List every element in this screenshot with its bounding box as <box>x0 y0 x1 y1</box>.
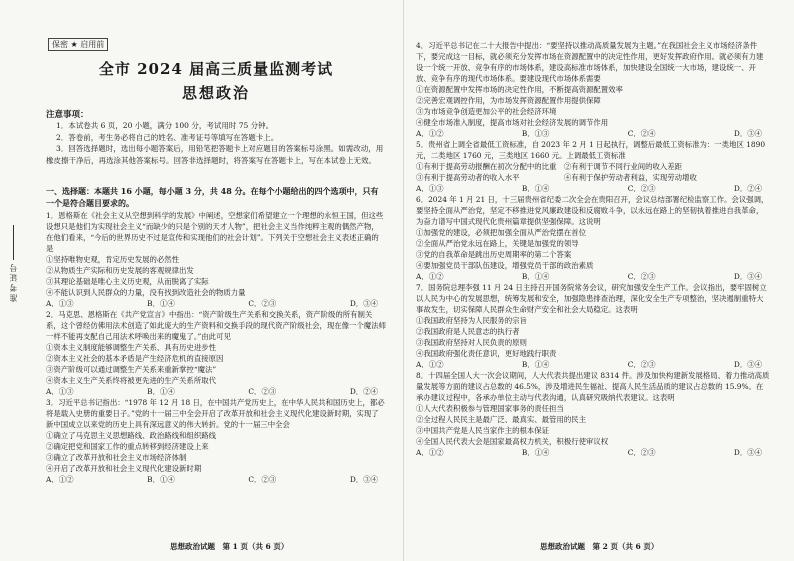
question-item: ②全过程人民民主是最广泛、最真实、最管用的民主 <box>416 415 586 424</box>
question-4 <box>416 40 770 139</box>
question-item: ②确定把党和国家工作的重点转移到经济建设上来 <box>46 442 209 451</box>
option-b: B．①④ <box>147 475 175 484</box>
question-item: ③党的自我革命是跳出历史周期率的第二个答案 <box>416 250 572 259</box>
question-stem: 6．2024 年 1 月 21 日，十三届贵州省纪委二次全会在贵阳召开，会议总结部署纪检监察工作。会议强调，要坚持全面从严治党，坚定不移推进党风廉政建设和反腐败斗争，以永远在路上的坚韧执着推进自我革命，为奋力谱写中国式现代化贵州篇章提供坚强保障。这说明 <box>416 195 769 226</box>
option-a: A．①② <box>416 129 444 138</box>
option-b: B．①④ <box>521 272 550 281</box>
option-b: B．①④ <box>147 299 175 308</box>
footer-page-1: 思想政治试题 第 1 页（共 6 页） <box>170 542 289 551</box>
section-heading: 一、选择题：本题共 16 小题，每小题 3 分，共 48 分。在每个小题给出的四个选项中，只有一个是符合题目要求的。 <box>46 186 379 208</box>
option-b: B．①④ <box>521 184 550 193</box>
question-item: ②全面从严治党永远在路上，关键是加强党的领导 <box>416 239 579 248</box>
question-stem: 1．恩格斯在《社会主义从空想到科学的发展》中阐述，空想家们希望建立一个理想的永恒王国，但这些设想只是他们为实现社会主义“而缺少的只是个别的天才人物”，把社会主义当作纯粹主观的偶然产物，在他们看来，“今后的世界历史不过是宣传和实现他们的社会计划”。下列关于空想社会主义表述正确的是 <box>46 211 384 253</box>
answer-options <box>46 386 386 397</box>
question-1 <box>46 210 386 309</box>
question-7 <box>416 282 770 370</box>
answer-options <box>416 128 770 139</box>
option-b: B．①④ <box>147 387 175 396</box>
question-item: ①有利于提高劳动报酬在初次分配中的比重 ②有利于调节不同行业间的收入差距 <box>416 162 683 171</box>
notice-list <box>46 120 386 166</box>
question-item: ④开启了改革开放和社会主义现代化建设新时期 <box>46 464 202 473</box>
question-item: ③中国共产党是人民当家作主的根本保证 <box>416 426 550 435</box>
option-d: D．③④ <box>733 272 762 281</box>
question-5 <box>416 139 770 194</box>
option-c: C．②③ <box>627 272 656 281</box>
question-6 <box>416 194 770 282</box>
question-item: ③其理论基础是唯心主义历史观，从而脱离了实际 <box>46 277 209 286</box>
option-c: C．②③ <box>248 299 277 308</box>
question-stem: 4．习近平总书记在二十大报告中提出：“要坚持以推动高质量发展为主题。”在我国社会主义市场经济条件下，要完成这一目标，就必须充分发挥市场在资源配置中的决定性作用，更好发挥政府作用。就必须有力建设一个统一开放、竞争有序的市场体系，建设高标准市场体系，加快建设全国统一大市场，建设统一、开放、竞争有序的现代市场体系。要建设现代市场体系需要 <box>416 41 764 83</box>
notice-item: 3．回答选择题时，选出每小题答案后，用铅笔把答题卡上对应题目的答案标号涂黑。如需改动，用橡皮擦干净后，再选涂其他答案标号。回答非选择题时，将答案写在答题卡上，写在本试卷上无效。 <box>46 144 384 165</box>
question-8 <box>416 370 770 458</box>
option-c: C．②④ <box>627 129 656 138</box>
exam-title: 全市 2024 届高三质量监测考试 <box>98 60 334 78</box>
question-stem: 3．习近平总书记指出：“1978 年 12 月 18 日，在中国共产党历史上，在中华人民共和国历史上，都必将是载入史册的重要日子。”党的十一届三中全会开启了改革开放和社会主义现代化建设新时期，实现了新中国成立以来党的历史上具有深远意义的伟大转折。党的十一届三中全会 <box>46 398 385 429</box>
option-a: A．①③ <box>416 184 444 193</box>
question-item: ②我国政府是人民意志的执行者 <box>416 327 520 336</box>
notice-item: 2．答卷前，考生务必将自己的姓名、准考证号等填写在答题卡上。 <box>56 132 279 142</box>
option-d: D．③④ <box>733 129 762 138</box>
subject-title: 思想政治 <box>181 84 250 102</box>
option-d: D．③④ <box>349 299 378 308</box>
option-a: A．①③ <box>46 387 74 396</box>
answer-options <box>416 359 770 370</box>
question-item: ④健全市场准入制度，提高市场对社会经济发展的调节作用 <box>416 118 609 127</box>
confidential-badge: 保密 ★ 启用前 <box>48 38 108 51</box>
question-item: ④资本主义生产关系终将被更先进的生产关系所取代 <box>46 376 216 385</box>
option-c: C．②③ <box>627 360 656 369</box>
page-fold-line <box>403 0 404 561</box>
admission-number-label: 准考证号 <box>9 262 18 302</box>
notice-item: 1．本试卷共 6 页，20 小题，满分 100 分，考试用时 75 分钟。 <box>56 121 274 130</box>
question-item: ④全国人民代表大会是国家最高权力机关，积极行使审议权 <box>416 437 609 446</box>
option-d: D．③④ <box>349 475 378 484</box>
option-d: D．③④ <box>733 360 762 369</box>
option-a: A．①② <box>416 360 444 369</box>
right-question-column <box>416 40 770 458</box>
option-a: A．①② <box>416 272 444 281</box>
option-c: C．②③ <box>627 184 656 193</box>
question-item: ①人大代表积极参与管理国家事务的责任担当 <box>416 404 564 413</box>
option-c: C．②③ <box>248 387 277 396</box>
question-2 <box>46 309 386 397</box>
question-stem: 8．十四届全国人大一次会议期间，人大代表共提出建议 8314 件。涉及加快构建新发展格局、着力推动高质量发展等方面的建议占总数的 46.5%，涉及增进民生福祉、提高人民生活品质的建议占总数的 15.9%。在承办建议过程中，各承办单位主动与代表沟通，认真研究吸纳代表建议。这表明 <box>416 371 770 402</box>
option-a: A．①② <box>416 448 444 457</box>
option-b: B．①④ <box>521 360 550 369</box>
option-a: A．①③ <box>46 299 74 308</box>
answer-options <box>416 271 770 282</box>
option-b: B．①④ <box>521 448 550 457</box>
question-item: ③为市场竞争创造更加公平的社会经济环境 <box>416 107 557 116</box>
question-item: ④要加强党员干部队伍建设，增强党员干部的政治素质 <box>416 261 594 270</box>
question-item: ③资产阶级可以通过调整生产关系来重新掌控“魔法” <box>46 365 217 374</box>
option-a: A．①② <box>46 475 74 484</box>
question-item: ③我国政府坚持对人民负责的原则 <box>416 338 527 347</box>
answer-options <box>416 447 770 458</box>
answer-options <box>46 298 386 309</box>
margin-underline <box>13 225 14 260</box>
question-item: ①我国政府坚持为人民服务的宗旨 <box>416 316 527 325</box>
question-stem: 7．国务院总理李强 11 月 24 日主持召开国务院常务会议，研究加强安全生产工作。会议指出，要牢固树立以人民为中心的发展思想，统筹发展和安全，加强隐患排查治理，深化安全生产专项整治，坚决遏制重特大事故发生，切实保障人民群众生命财产安全和社会大局稳定。这表明 <box>416 283 767 314</box>
notice-heading: 注意事项： <box>46 110 89 120</box>
option-c: C．②③ <box>248 475 277 484</box>
binding-margin <box>6 150 34 480</box>
question-item: ②资本主义社会的基本矛盾是产生经济危机的直接原因 <box>46 354 224 363</box>
question-item: ①在资源配置中发挥市场的决定性作用，不断提高资源配置效率 <box>416 85 623 94</box>
question-item: ③有利于提高劳动者的收入水平 ④有利于保护劳动者利益，实现劳动增收 <box>416 173 697 182</box>
question-item: ①加强党的建设，必须把加强全面从严治党摆在首位 <box>416 228 586 237</box>
answer-options <box>46 474 386 485</box>
question-item: ③确立了改革开放和社会主义市场经济体制 <box>46 453 187 462</box>
left-question-column <box>46 210 386 485</box>
question-item: ④我国政府强化责任意识，更好地践行职责 <box>416 349 557 358</box>
question-stem: 5．贵州省上调全省最低工资标准，自 2023 年 2 月 1 日起执行，调整后最低工资标准为：一类地区 1890 元，二类地区 1760 元，三类地区 1660 元。上调最低工资标准 <box>416 140 766 160</box>
question-item: ④不能认识到人民群众的力量，没有找到改造社会的物质力量 <box>46 288 246 297</box>
option-d: D．②④ <box>733 184 762 193</box>
question-3 <box>46 397 386 485</box>
option-d: D．③④ <box>733 448 762 457</box>
question-item: ②完善宏观调控作用，为市场发挥资源配置作用提供保障 <box>416 96 601 105</box>
question-item: ①确立了马克思主义思想路线、政治路线和组织路线 <box>46 431 216 440</box>
answer-options <box>416 183 770 194</box>
question-item: ①资本主义制度能够调整生产关系、具有历史进步性 <box>46 343 216 352</box>
question-item: ①坚持唯物史观，肯定历史发展的必然性 <box>46 255 180 264</box>
option-d: D．②④ <box>349 387 378 396</box>
footer-page-2: 思想政治试题 第 2 页（共 6 页） <box>540 542 659 551</box>
question-item: ②从物质生产实际和历史发展的客观规律出发 <box>46 266 194 275</box>
question-stem: 2．马克思、恩格斯在《共产党宣言》中指出：“资产阶级生产关系和交换关系，资产阶级的所有制关系，这个曾经仿佛用法术创造了如此庞大的生产资料和交换手段的现代资产阶级社会，现在像一个魔法师一样不能再支配自己用法术呼唤出来的魔鬼了。”由此可见 <box>46 310 386 341</box>
option-c: C．②③ <box>627 448 656 457</box>
option-b: B．①③ <box>521 129 550 138</box>
